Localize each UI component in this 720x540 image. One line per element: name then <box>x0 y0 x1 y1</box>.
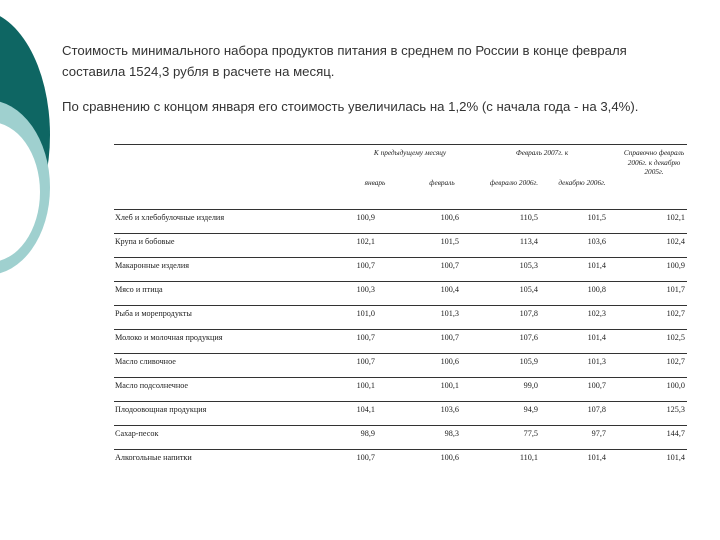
row-value: 107,8 <box>587 405 606 414</box>
row-value: 101,4 <box>587 261 606 270</box>
row-value: 100,4 <box>440 285 459 294</box>
table-row-rule <box>114 425 687 426</box>
table-top-rule <box>114 144 687 145</box>
row-value: 105,3 <box>519 261 538 270</box>
row-value: 113,4 <box>519 237 538 246</box>
header-dec-2006: декабрю 2006г. <box>558 178 606 187</box>
row-value: 100,7 <box>440 333 459 342</box>
row-value: 100,7 <box>356 333 375 342</box>
table-row-rule <box>114 401 687 402</box>
row-value: 144,7 <box>666 429 685 438</box>
row-value: 100,3 <box>356 285 375 294</box>
row-value: 100,8 <box>587 285 606 294</box>
row-value: 100,0 <box>666 381 685 390</box>
row-value: 99,0 <box>523 381 538 390</box>
row-value: 105,9 <box>519 357 538 366</box>
row-value: 102,4 <box>666 237 685 246</box>
row-value: 101,0 <box>356 309 375 318</box>
row-value: 98,9 <box>360 429 375 438</box>
row-value: 100,6 <box>440 357 459 366</box>
row-value: 102,7 <box>666 357 685 366</box>
table-row-rule <box>114 209 687 210</box>
row-value: 100,6 <box>440 213 459 222</box>
row-value: 101,3 <box>440 309 459 318</box>
row-value: 102,1 <box>666 213 685 222</box>
row-value: 100,7 <box>440 261 459 270</box>
header-reference: Справочно февраль 2006г. к декабрю 2005г. <box>623 148 685 176</box>
table-row-rule <box>114 233 687 234</box>
row-value: 102,3 <box>587 309 606 318</box>
row-name: Сахар-песок <box>115 429 159 438</box>
row-value: 98,3 <box>444 429 459 438</box>
row-value: 125,3 <box>666 405 685 414</box>
row-value: 107,8 <box>519 309 538 318</box>
row-name: Хлеб и хлебобулочные изделия <box>115 213 225 222</box>
row-name: Мясо и птица <box>115 285 163 294</box>
row-value: 100,9 <box>356 213 375 222</box>
table-row-rule <box>114 353 687 354</box>
row-value: 100,6 <box>440 453 459 462</box>
header-prev-month: К предыдущему месяцу <box>373 148 447 157</box>
row-value: 94,9 <box>523 405 538 414</box>
row-name: Плодоовощная продукция <box>115 405 207 414</box>
row-value: 103,6 <box>440 405 459 414</box>
row-value: 102,7 <box>666 309 685 318</box>
row-value: 101,4 <box>666 453 685 462</box>
row-value: 100,7 <box>587 381 606 390</box>
row-value: 97,7 <box>591 429 606 438</box>
paragraph-change: По сравнению с концом января его стоимость увеличилась на 1,2% (с начала года - на 3,4%). <box>62 99 639 114</box>
row-value: 100,9 <box>666 261 685 270</box>
header-feb-2007: Февраль 2007г. к <box>515 148 569 157</box>
table-row-rule <box>114 281 687 282</box>
row-name: Алкогольные напитки <box>115 453 192 462</box>
row-value: 101,4 <box>587 333 606 342</box>
row-value: 100,7 <box>356 357 375 366</box>
row-name: Молоко и молочная продукция <box>115 333 223 342</box>
row-value: 101,5 <box>587 213 606 222</box>
table-row-rule <box>114 377 687 378</box>
row-value: 100,7 <box>356 453 375 462</box>
header-feb: февраль <box>429 178 455 187</box>
row-value: 110,1 <box>519 453 538 462</box>
table-row-rule <box>114 449 687 450</box>
header-jan: январь <box>364 178 386 187</box>
row-value: 100,1 <box>356 381 375 390</box>
table-row-rule <box>114 305 687 306</box>
row-value: 101,4 <box>587 453 606 462</box>
row-name: Макаронные изделия <box>115 261 190 270</box>
table-row-rule <box>114 257 687 258</box>
row-value: 110,5 <box>519 213 538 222</box>
row-value: 105,4 <box>519 285 538 294</box>
row-name: Масло подсолнечное <box>115 381 189 390</box>
row-value: 103,6 <box>587 237 606 246</box>
row-value: 77,5 <box>523 429 538 438</box>
row-value: 100,7 <box>356 261 375 270</box>
row-value: 100,1 <box>440 381 459 390</box>
row-name: Крупа и бобовые <box>115 237 175 246</box>
row-value: 101,5 <box>440 237 459 246</box>
row-name: Рыба и морепродукты <box>115 309 192 318</box>
table-row-rule <box>114 329 687 330</box>
row-value: 102,5 <box>666 333 685 342</box>
row-value: 104,1 <box>356 405 375 414</box>
row-value: 102,1 <box>356 237 375 246</box>
row-value: 107,6 <box>519 333 538 342</box>
row-value: 101,7 <box>666 285 685 294</box>
row-value: 101,3 <box>587 357 606 366</box>
header-feb-2006: февралю 2006г. <box>489 178 539 187</box>
paragraph-minimum-cost: Стоимость минимального набора продуктов питания в среднем по России в конце февраля составила 1524,3 рубля в расчете на месяц. <box>62 43 627 79</box>
row-name: Масло сливочное <box>115 357 176 366</box>
